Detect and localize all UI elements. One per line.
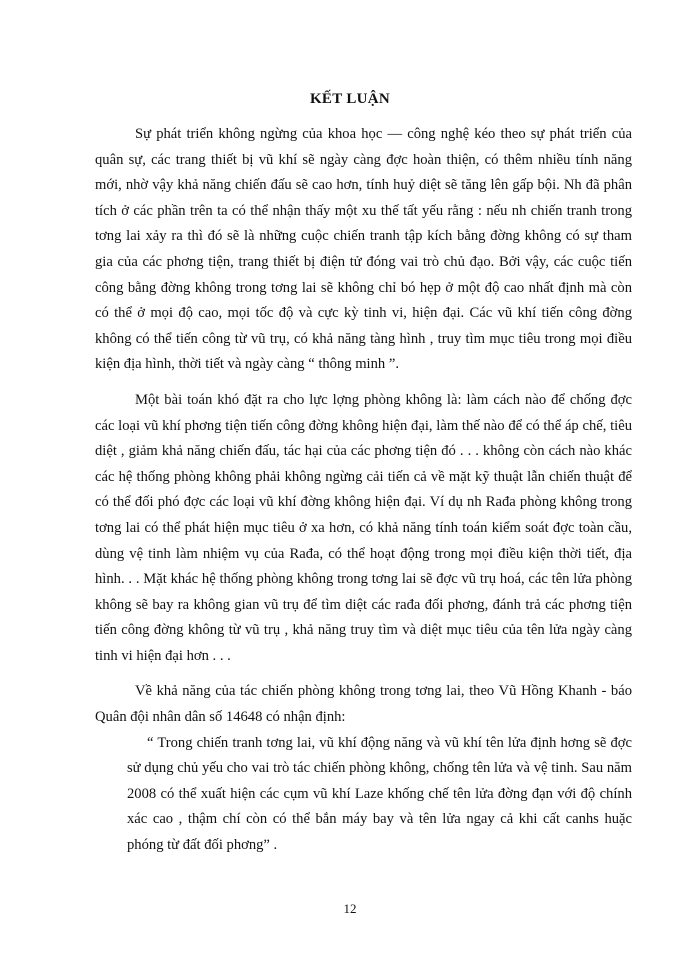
page-number: 12 — [343, 901, 357, 916]
quoted-statement: “ Trong chiến tranh tơng lai, vũ khí động năng và vũ khí tên lửa định hơng sẽ đợc sử dụng chủ yếu cho vai trò tác chiến phòng không, chống tên lửa và vệ tinh. Sau năm 2008 có thể xuất hiện các cụm vũ khí Laze khống chế tên lửa đờng đạn với độ chính xác cao , thậm chí còn có thể bắn máy bay và tên lửa ngay cả khi cất canhs huặc phóng từ đất đối phơng” . — [127, 734, 632, 854]
paragraph-2: Một bài toán khó đặt ra cho lực lợng phòng không là: làm cách nào để chống đợc các loại vũ khí phơng tiện tiến công đờng không hiện đại, làm thế nào để có thể áp chế, tiêu diệt , giảm khả năng chiến đấu, tác hại của các phơng tiện đó . . . không còn cách nào khác các hệ thống phòng không phải không ngừng cải tiến cả về mặt kỹ thuật lẫn chiến thuật để có thể đối phó đợc các loại vũ khí đờng không hiện đại. Ví dụ nh Rađa phòng không trong tơng lai có thể phát hiện mục tiêu ở xa hơn, có khả năng tính toán kiểm soát đợc toàn cầu, dùng vệ tinh làm nhiệm vụ của Rađa, có thể hoạt động trong mọi điều kiện thời tiết, địa hình. . . Mặt khác hệ thống phòng không trong tơng lai sẽ đợc vũ trụ hoá, các tên lửa phòng không sẽ bay ra không gian vũ trụ để tìm diệt các rađa đối phơng, đánh trả các phơng tiện tiến công đờng không từ vũ trụ , khả năng truy tìm và diệt mục tiêu của tên lửa ngày càng tinh vi hiện đại hơn . . . — [95, 391, 632, 664]
paragraph-1: Sự phát triển không ngừng của khoa học — công nghệ kéo theo sự phát triển của quân sự, các trang thiết bị vũ khí sẽ ngày càng đợc hoàn thiện, có thêm nhiều tính năng mới, nhờ vậy khả năng chiến đấu sẽ cao hơn, tính huỷ diệt sẽ tăng lên gấp bội. Nh đã phân tích ở các phần trên ta có thể nhận thấy một xu thế tất yếu rằng : nếu nh chiến tranh trong tơng lai xảy ra thì đó sẽ là những cuộc chiến tranh tập kích bằng đờng không có sự tham gia của các phơng tiện, trang thiết bị điện tử đóng vai trò chủ đạo. Bởi vậy, các cuộc tiến công bằng đờng không trong tơng lai sẽ không chỉ bó hẹp ở một độ cao nhất định mà còn có thể ở mọi độ cao, mọi tốc độ và cực kỳ tinh vi, hiện đại. Các vũ khí tiến công đờng không có thể tiến công từ vũ trụ, có khả năng tàng hình , truy tìm mục tiêu trong mọi điều kiện địa hình, thời tiết và ngày càng “ thông minh ”. — [95, 126, 632, 373]
paragraph-3: Về khả năng của tác chiến phòng không trong tơng lai, theo Vũ Hồng Khanh - báo Quân đội nhân dân số 14648 có nhận định: — [95, 683, 632, 726]
page-title: KẾT LUẬN — [309, 91, 391, 107]
body-text — [95, 122, 632, 859]
